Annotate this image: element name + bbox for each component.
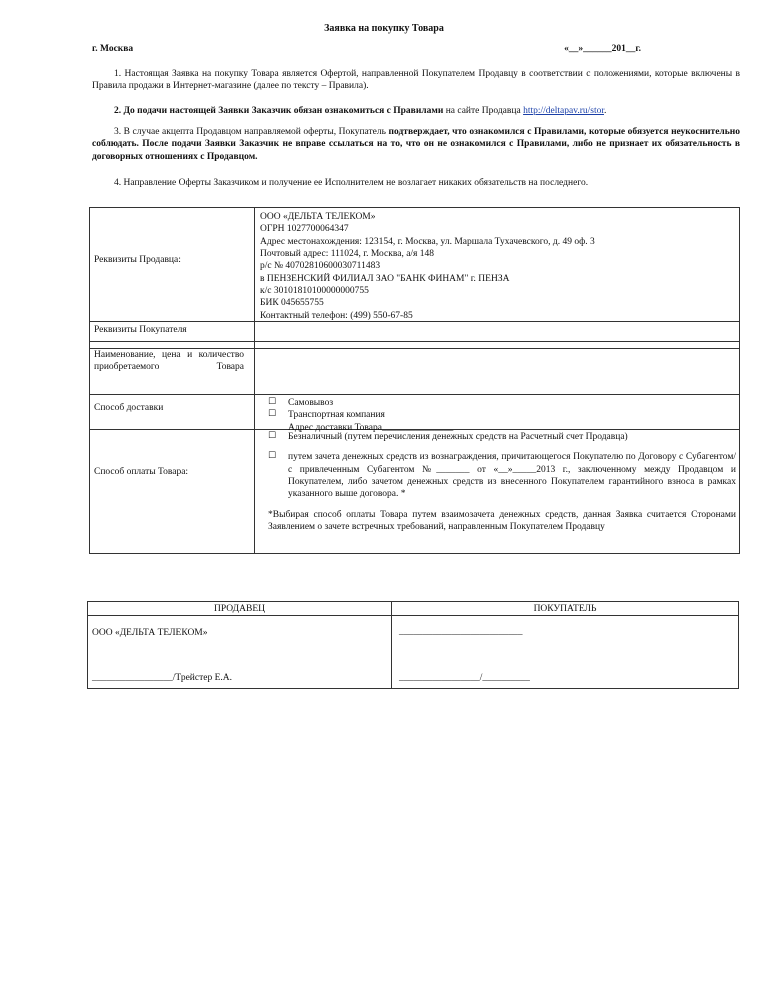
- paragraph-1: [92, 68, 740, 93]
- seller-line: р/с № 40702810600030711483: [260, 261, 381, 272]
- seller-signature-line: _________________/Трейстер Е.А.: [92, 673, 233, 683]
- seller-line: Почтовый адрес: 111024, г. Москва, а/я 148: [260, 249, 435, 260]
- payment-option-offset[interactable]: [260, 451, 736, 500]
- seller-requisites: [260, 211, 736, 322]
- delivery-address-field[interactable]: Адрес доставки Товара_______________: [288, 422, 454, 433]
- paragraph-2-text: на сайте Продавца: [443, 106, 524, 116]
- buyer-requisites-label: Реквизиты Покупателя: [94, 325, 187, 335]
- buyer-signature-line[interactable]: _________________/__________: [399, 673, 530, 683]
- seller-requisites-label: Реквизиты Продавца:: [94, 255, 181, 265]
- buyer-name-line[interactable]: __________________________: [399, 627, 523, 637]
- checkbox-icon[interactable]: ☐: [268, 451, 277, 462]
- requisites-table: [89, 207, 740, 554]
- option-label: Безналичный (путем перечисления денежных средств на Расчетный счет Продавца): [288, 432, 628, 442]
- paragraph-3-text: 3. В случае акцепта Продавцом направляемой оферты, Покупатель: [114, 127, 389, 137]
- checkbox-icon[interactable]: ☐: [268, 409, 277, 420]
- seller-line: в ПЕНЗЕНСКИЙ ФИЛИАЛ ЗАО "БАНК ФИНАМ" г. ПЕНЗА: [260, 273, 510, 284]
- signature-table: [87, 601, 739, 689]
- seller-line: Контактный телефон: (499) 550-67-85: [260, 310, 413, 321]
- option-label: Самовывоз: [288, 398, 334, 408]
- document-title: Заявка на покупку Товара: [324, 23, 444, 34]
- paragraph-4: [92, 177, 740, 189]
- seller-header: ПРОДАВЕЦ: [214, 604, 265, 614]
- row-divider: [90, 341, 739, 342]
- paragraph-2-bold: 2. До подачи настоящей Заявки Заказчик обязан ознакомиться с Правилами: [114, 106, 444, 116]
- paragraph-3: [92, 126, 740, 163]
- delivery-label: Способ доставки: [94, 403, 164, 413]
- delivery-option-pickup[interactable]: [260, 397, 736, 409]
- paragraph-3-bold: подтверждает, что ознакомился с Правилами, которые обязуется неукоснительно соблюдать. После подачи Заявки Заказчик не вправе ссылаться на то, что он не ознакомился с Правилами, либо не признает их обязательность в договорных отношениях с Продавцом.: [92, 127, 740, 162]
- delivery-option-transport[interactable]: [260, 409, 736, 421]
- paragraph-2-end: .: [603, 106, 607, 116]
- payment-footnote: *Выбирая способ оплаты Товара путем взаимозачета денежных средств, данная Заявка считается Сторонами Заявлением о зачете встречных требований, направленным Покупателем Продавцу: [268, 509, 736, 533]
- paragraph-1-text: 1. Настоящая Заявка на покупку Товара является Офертой, направленной Покупателем Продавцу в соответствии с положениями, которые включены в Правила продажи в Интернет-магазине (далее по тексту – Правила).: [92, 69, 740, 92]
- seller-company: ООО «ДЕЛЬТА ТЕЛЕКОМ»: [92, 628, 208, 638]
- seller-line: Адрес местонахождения: 123154, г. Москва, ул. Маршала Тухачевского, д. 49 оф. 3: [260, 236, 595, 247]
- checkbox-icon[interactable]: ☐: [268, 397, 277, 407]
- paragraph-4-text: 4. Направление Оферты Заказчиком и получение ее Исполнителем не возлагает никаких обязательств на последнего.: [114, 178, 589, 188]
- payment-option-cashless[interactable]: [260, 431, 736, 443]
- seller-line: к/с 30101810100000000755: [260, 286, 369, 297]
- payment-label: Способ оплаты Товара:: [94, 467, 189, 477]
- date-line: «__»______201__г.: [564, 44, 641, 54]
- rules-link[interactable]: http://deltapav.ru/stor: [523, 106, 604, 116]
- checkbox-icon[interactable]: ☐: [268, 431, 277, 441]
- payment-options: [260, 431, 736, 533]
- option-label: Транспортная компания: [288, 410, 385, 421]
- city-label: г. Москва: [92, 44, 134, 54]
- option-label: путем зачета денежных средств из вознаграждения, причитающегося Покупателю по Договору с Субагентом/ с привлеченным Субагентом №_______ от «__»_____2013 г., заключенному между Продавцом и Покупателем, либо зачетом денежных средств из внесенного Покупателем гарантийного взноса в рамках указанного выше договора. *: [288, 452, 736, 500]
- delivery-options: [260, 397, 736, 434]
- seller-line: ООО «ДЕЛЬТА ТЕЛЕКОМ»: [260, 212, 376, 222]
- row-divider: [90, 394, 739, 395]
- paragraph-2: [92, 105, 740, 117]
- seller-line: БИК 045655755: [260, 298, 324, 309]
- table-column-divider: [254, 208, 255, 553]
- seller-line: ОГРН 1027700064347: [260, 224, 349, 235]
- buyer-header: ПОКУПАТЕЛЬ: [533, 604, 597, 614]
- goods-label: Наименование, цена и количество приобретаемого Товара: [94, 350, 244, 373]
